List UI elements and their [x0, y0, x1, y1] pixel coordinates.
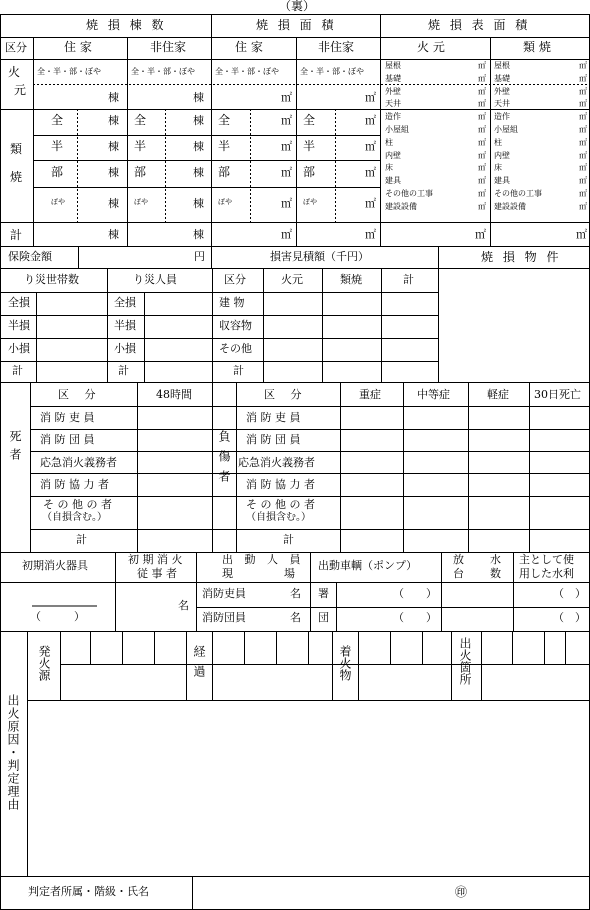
water-paren: （ ） [553, 611, 586, 624]
damage-col-spread: 類焼 [340, 273, 362, 286]
dispatch-personnel-label-3: 場 [284, 567, 295, 580]
surface-item-label: 屋根 [494, 61, 510, 70]
row-origin-1: 火 [8, 65, 21, 79]
injured-row-label: 消 防 協 力 者 [246, 478, 315, 491]
household-row-label: 小損 [8, 342, 30, 355]
dead-other-label: そ の 他 の 者 [43, 498, 112, 511]
staff-label: 消防吏員 [202, 587, 246, 600]
yen-unit: 円 [194, 250, 205, 263]
surface-item-label: 天井 [494, 99, 510, 109]
severity-header: 軽症 [487, 388, 509, 401]
unit-label: ㎡ [576, 228, 587, 241]
burned-buildings-header: 焼 損 棟 数 [86, 18, 167, 32]
burned-property-label: 焼 損 物 件 [481, 250, 562, 264]
surface-item-label: その他の工事 [385, 189, 433, 198]
category-label: 部 [134, 165, 147, 179]
dead-row-label: 応急消火義務者 [40, 456, 117, 469]
unit-label: ㎡ [365, 91, 376, 104]
unit-label: 棟 [108, 197, 119, 210]
hour48-header: 48時間 [156, 388, 192, 401]
surface-item-unit: ㎡ [478, 99, 486, 109]
household-row-label: 計 [12, 364, 23, 377]
surface-item-label: 建具 [494, 176, 510, 186]
dead-row-label: 消 防 協 力 者 [40, 478, 109, 491]
hose-count-label: 放 [453, 553, 464, 566]
dead-other-note: （自損含む。） [42, 512, 107, 523]
severity-header: 30日死亡 [534, 388, 581, 401]
category-label: ぼや [303, 198, 317, 206]
surface-item-unit: ㎡ [478, 73, 486, 83]
category-label: 全 [134, 113, 147, 127]
surface-item-unit: ㎡ [478, 189, 486, 198]
unit-label: 棟 [108, 114, 119, 127]
surface-item-unit: ㎡ [579, 189, 587, 198]
surface-item-label: 天井 [385, 99, 401, 109]
judge-label: 判定者所属・階級・氏名 [28, 885, 149, 898]
surface-item-label: 屋根 [385, 61, 401, 70]
residential-label: 住 家 [64, 40, 92, 54]
surface-item-unit: ㎡ [579, 99, 587, 109]
injured-row-label: 消 防 団 員 [246, 433, 301, 446]
category-hint: 全・半・部・ぼや [215, 67, 279, 76]
category-label: 半 [218, 139, 231, 153]
surface-item-label: 建具 [385, 176, 401, 186]
corps-unit-label: 団 [318, 611, 329, 624]
injured-total-label: 計 [283, 533, 294, 546]
category-label: ぼや [51, 198, 65, 206]
corps-label: 消防団員 [202, 611, 246, 624]
surface-item-label: 基礎 [385, 73, 401, 83]
unit-label: 棟 [193, 197, 204, 210]
ignited-object-label: 着火物 [338, 645, 352, 681]
dispatch-vehicles-label: 出動車輌（ポンプ） [318, 559, 418, 572]
category-label: ぼや [218, 198, 232, 206]
unit-label: 棟 [108, 140, 119, 153]
surface-item-unit: ㎡ [579, 61, 587, 70]
surface-item-label: 柱 [494, 137, 502, 147]
unit-label: ㎡ [281, 166, 292, 179]
non-residential-area-label: 非住家 [318, 40, 355, 54]
severity-header: 中等症 [417, 388, 450, 401]
ignition-source-label: 発火源 [37, 645, 51, 681]
damage-row-label: 収容物 [219, 319, 252, 332]
unit-label: 棟 [193, 228, 204, 241]
row-total-label: 計 [10, 228, 23, 242]
unit-label: ㎡ [365, 114, 376, 127]
surface-item-label: 柱 [385, 137, 393, 147]
unit-label: ㎡ [365, 166, 376, 179]
spread-surface-label: 類 焼 [523, 40, 551, 54]
row-spread-2: 焼 [10, 170, 23, 184]
non-residential-label: 非住家 [150, 40, 187, 54]
damage-col-origin: 火元 [281, 273, 303, 286]
water-source-label-2: 用した水利 [519, 567, 574, 580]
burned-area-header: 焼 損 面 積 [256, 18, 337, 32]
unit-label: ㎡ [365, 197, 376, 210]
category-label: 部 [51, 165, 64, 179]
unit-label: ㎡ [281, 140, 292, 153]
surface-item-unit: ㎡ [478, 137, 486, 147]
dispatch-personnel-label: 出 動 人 員 [222, 553, 305, 566]
damage-col-total: 計 [403, 273, 414, 286]
dead-label: 死者 [8, 430, 22, 466]
surface-item-label: 造作 [385, 112, 401, 122]
corps-unit: 名 [290, 611, 301, 624]
fire-location-label: 出火箇所 [458, 637, 472, 685]
unit-label: ㎡ [365, 140, 376, 153]
surface-item-label: 小屋組 [494, 125, 518, 134]
surface-item-unit: ㎡ [478, 86, 486, 96]
category-label: 半 [51, 139, 64, 153]
household-row-label: 半損 [8, 319, 30, 332]
surface-item-label: 小屋組 [385, 125, 409, 134]
category-label: 半 [134, 139, 147, 153]
seal-mark: ㊞ [455, 885, 468, 899]
dead-row-label: 消 防 吏 員 [40, 411, 95, 424]
surface-item-unit: ㎡ [478, 163, 486, 173]
unit-label: 棟 [193, 114, 204, 127]
surface-item-unit: ㎡ [579, 150, 587, 160]
residential-area-label: 住 家 [235, 40, 263, 54]
category-label: 半 [303, 139, 316, 153]
hose-count-label-4: 数 [490, 567, 501, 580]
hose-count-label-2: 水 [490, 553, 501, 566]
surface-item-label: 内壁 [385, 150, 401, 160]
unit-label: ㎡ [475, 228, 486, 241]
surface-item-unit: ㎡ [579, 86, 587, 96]
unit-label: 棟 [108, 91, 119, 104]
surface-item-label: 内壁 [494, 150, 510, 160]
surface-item-unit: ㎡ [579, 201, 587, 211]
category-label: 全 [51, 113, 64, 127]
surface-item-unit: ㎡ [478, 176, 486, 186]
category-label: 部 [303, 165, 316, 179]
surface-item-unit: ㎡ [478, 112, 486, 122]
surface-item-unit: ㎡ [579, 125, 587, 134]
unit-label: ㎡ [365, 228, 376, 241]
unit-label: 棟 [193, 140, 204, 153]
category-hint: 全・半・部・ぼや [300, 67, 364, 76]
category-label: 全 [303, 113, 316, 127]
damage-kubun-label: 区分 [224, 273, 246, 286]
surface-item-unit: ㎡ [478, 125, 486, 134]
surface-item-label: 造作 [494, 112, 510, 122]
page-side-title: （裏） [279, 0, 316, 13]
injured-other-label: そ の 他 の 者 [246, 498, 315, 511]
surface-item-label: 基礎 [494, 73, 510, 83]
water-source-label: 主として使 [519, 553, 574, 566]
category-label: ぼや [134, 198, 148, 206]
surface-item-label: 床 [494, 163, 502, 173]
surface-item-label: 建設設備 [494, 201, 526, 211]
kubun-label: 区分 [5, 41, 27, 54]
damage-row-label: 計 [233, 364, 244, 377]
severity-header: 重症 [359, 388, 381, 401]
water-paren: （ ） [553, 587, 586, 600]
burned-surface-header: 焼 損 表 面 積 [428, 18, 531, 32]
surface-item-label: 床 [385, 163, 393, 173]
process-label: 経過 [192, 645, 206, 685]
unit-label: 棟 [193, 166, 204, 179]
injured-row-label: 消 防 吏 員 [246, 411, 301, 424]
initial-unit-name: 名 [178, 599, 189, 612]
household-row-label: 全損 [8, 296, 30, 309]
dispatch-personnel-label-2: 現 [222, 567, 233, 580]
unit-label: 棟 [108, 166, 119, 179]
dead-total-label: 計 [76, 533, 87, 546]
surface-item-unit: ㎡ [579, 73, 587, 83]
category-hint: 全・半・部・ぼや [37, 67, 101, 76]
person-row-label: 半損 [114, 319, 136, 332]
surface-item-label: その他の工事 [494, 189, 542, 198]
surface-item-label: 外壁 [494, 86, 510, 96]
person-row-label: 全損 [114, 296, 136, 309]
initial-firefighter-label: 初 期 消 火 [128, 553, 183, 566]
injured-kubun-header: 区 分 [264, 388, 308, 401]
surface-item-unit: ㎡ [579, 176, 587, 186]
surface-item-label: 外壁 [385, 86, 401, 96]
hose-count-label-3: 台 [453, 567, 464, 580]
households-label: り災世帯数 [24, 273, 79, 286]
surface-item-unit: ㎡ [478, 61, 486, 70]
unit-label: ㎡ [281, 114, 292, 127]
dead-row-label: 消 防 団 員 [40, 433, 95, 446]
row-origin-2: 元 [14, 83, 27, 97]
row-spread-1: 類 [10, 142, 23, 156]
initial-firefighter-label-2: 従 事 者 [137, 567, 177, 580]
surface-item-unit: ㎡ [579, 163, 587, 173]
injured-other-note: （自損含む。） [246, 512, 311, 523]
unit-label: ㎡ [281, 91, 292, 104]
injured-label: 負傷者 [217, 430, 231, 490]
persons-label: り災人員 [133, 273, 177, 286]
cause-section-label: 出火原因・判定理由 [6, 694, 20, 811]
unit-label: 棟 [193, 91, 204, 104]
extinguisher-label: 初期消火器具 [22, 559, 88, 572]
extinguisher-paren: （ ） [30, 610, 85, 623]
surface-item-unit: ㎡ [579, 137, 587, 147]
damage-estimate-label: 損害見積額（千円） [270, 250, 369, 263]
category-label: 部 [218, 165, 231, 179]
vehicle-paren: （ ） [393, 611, 437, 624]
vehicle-paren: （ ） [393, 587, 437, 600]
injured-row-label: 応急消火義務者 [238, 456, 315, 469]
damage-row-label: 建 物 [219, 296, 245, 309]
staff-unit: 名 [290, 587, 301, 600]
person-row-label: 計 [118, 364, 129, 377]
person-row-label: 小損 [114, 342, 136, 355]
station-label: 署 [318, 587, 329, 600]
unit-label: ㎡ [281, 197, 292, 210]
surface-item-unit: ㎡ [478, 150, 486, 160]
category-hint: 全・半・部・ぼや [131, 67, 195, 76]
surface-item-label: 建設設備 [385, 201, 417, 211]
insurance-label: 保険金額 [8, 250, 52, 263]
surface-item-unit: ㎡ [478, 201, 486, 211]
damage-row-label: その他 [219, 342, 252, 355]
dead-kubun-header: 区 分 [58, 388, 102, 401]
category-label: 全 [218, 113, 231, 127]
unit-label: 棟 [108, 228, 119, 241]
unit-label: ㎡ [281, 228, 292, 241]
surface-item-unit: ㎡ [579, 112, 587, 122]
origin-surface-label: 火 元 [417, 40, 445, 54]
